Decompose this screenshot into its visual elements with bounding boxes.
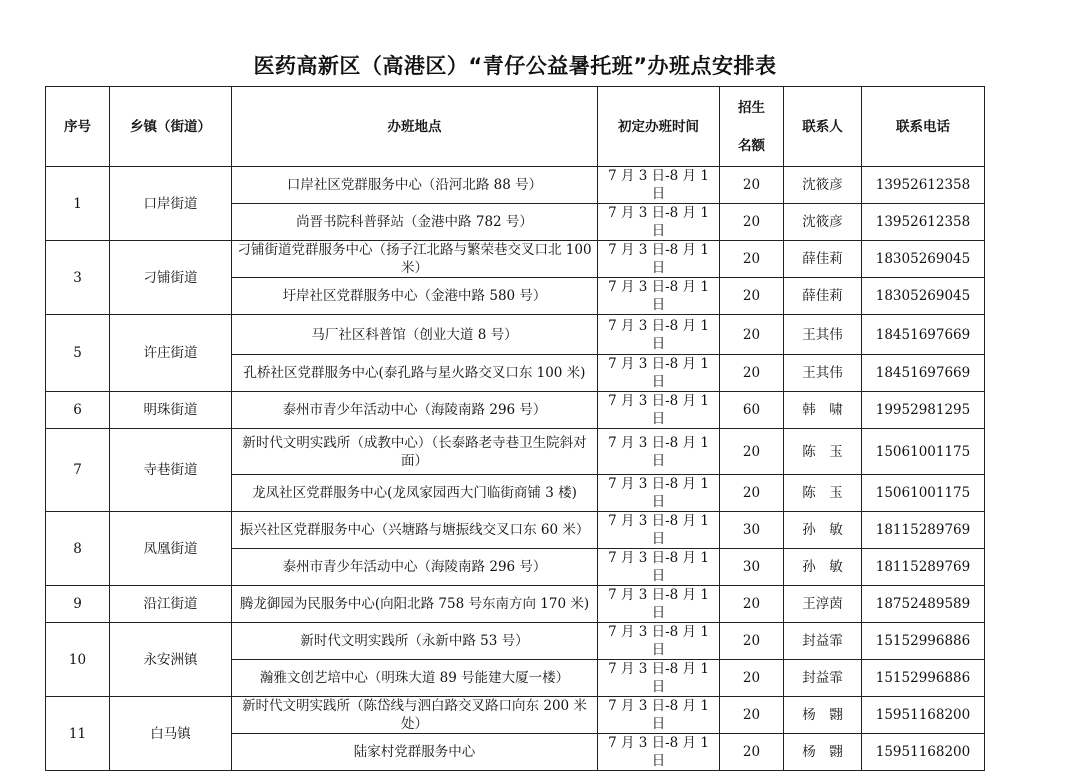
cell-location: 陆家村党群服务中心: [232, 734, 598, 771]
cell-town: 寺巷街道: [110, 429, 232, 512]
cell-quota: 20: [720, 278, 784, 315]
table-row: [46, 697, 985, 734]
cell-time: 7 月 3 日-8 月 1 日: [598, 278, 720, 315]
cell-quota: 30: [720, 549, 784, 586]
header-quota-line1: 招生: [738, 99, 765, 116]
header-phone: 联系电话: [862, 87, 985, 167]
cell-contact: 陈 玉: [784, 475, 862, 512]
cell-time: 7 月 3 日-8 月 1 日: [598, 167, 720, 204]
cell-time: 7 月 3 日-8 月 1 日: [598, 429, 720, 475]
cell-phone: 15061001175: [862, 429, 985, 475]
cell-location: 尚晋书院科普驿站（金港中路 782 号）: [232, 204, 598, 241]
cell-no: 6: [46, 392, 110, 429]
cell-town: 凤凰街道: [110, 512, 232, 586]
cell-phone: 18451697669: [862, 355, 985, 392]
cell-phone: 19952981295: [862, 392, 985, 429]
cell-location: 新时代文明实践所（永新中路 53 号）: [232, 623, 598, 660]
cell-contact: 薛佳莉: [784, 241, 862, 278]
cell-contact: 陈 玉: [784, 429, 862, 475]
cell-time: 7 月 3 日-8 月 1 日: [598, 734, 720, 771]
cell-time: 7 月 3 日-8 月 1 日: [598, 204, 720, 241]
schedule-table: [45, 86, 985, 771]
table-row: [46, 429, 985, 475]
cell-time: 7 月 3 日-8 月 1 日: [598, 586, 720, 623]
table-row: [46, 623, 985, 660]
cell-no: 1: [46, 167, 110, 241]
cell-phone: 15951168200: [862, 697, 985, 734]
cell-location: 口岸社区党群服务中心（沿河北路 88 号）: [232, 167, 598, 204]
cell-quota: 20: [720, 623, 784, 660]
cell-phone: 18115289769: [862, 549, 985, 586]
cell-phone: 18305269045: [862, 241, 985, 278]
cell-no: 3: [46, 241, 110, 315]
cell-phone: 13952612358: [862, 167, 985, 204]
cell-location: 泰州市青少年活动中心（海陵南路 296 号）: [232, 392, 598, 429]
cell-no: 8: [46, 512, 110, 586]
cell-time: 7 月 3 日-8 月 1 日: [598, 475, 720, 512]
cell-contact: 王淳茵: [784, 586, 862, 623]
cell-quota: 20: [720, 315, 784, 355]
cell-phone: 18451697669: [862, 315, 985, 355]
cell-quota: 30: [720, 512, 784, 549]
table-row: [46, 315, 985, 355]
cell-time: 7 月 3 日-8 月 1 日: [598, 241, 720, 278]
header-quota: [720, 87, 784, 167]
cell-quota: 20: [720, 429, 784, 475]
cell-phone: 13952612358: [862, 204, 985, 241]
header-location: 办班地点: [232, 87, 598, 167]
cell-phone: 15152996886: [862, 660, 985, 697]
cell-time: 7 月 3 日-8 月 1 日: [598, 623, 720, 660]
cell-town: 刁铺街道: [110, 241, 232, 315]
header-time: 初定办班时间: [598, 87, 720, 167]
table-row: [46, 392, 985, 429]
cell-quota: 20: [720, 241, 784, 278]
table-row: [46, 241, 985, 278]
cell-town: 永安洲镇: [110, 623, 232, 697]
cell-location: 圩岸社区党群服务中心（金港中路 580 号）: [232, 278, 598, 315]
cell-time: 7 月 3 日-8 月 1 日: [598, 512, 720, 549]
header-no: 序号: [46, 87, 110, 167]
cell-no: 7: [46, 429, 110, 512]
cell-town: 许庄街道: [110, 315, 232, 392]
cell-town: 沿江街道: [110, 586, 232, 623]
cell-quota: 20: [720, 475, 784, 512]
cell-location: 刁铺街道党群服务中心（扬子江北路与繁荣巷交叉口北 100 米）: [232, 241, 598, 278]
cell-quota: 20: [720, 167, 784, 204]
cell-location: 腾龙御园为民服务中心(向阳北路 758 号东南方向 170 米): [232, 586, 598, 623]
cell-contact: 王其伟: [784, 315, 862, 355]
cell-contact: 封益霏: [784, 623, 862, 660]
cell-phone: 15152996886: [862, 623, 985, 660]
cell-time: 7 月 3 日-8 月 1 日: [598, 697, 720, 734]
cell-phone: 18115289769: [862, 512, 985, 549]
table-row: [46, 586, 985, 623]
cell-quota: 20: [720, 660, 784, 697]
cell-location: 振兴社区党群服务中心（兴塘路与塘振线交叉口东 60 米）: [232, 512, 598, 549]
cell-contact: 沈筱彦: [784, 204, 862, 241]
cell-no: 11: [46, 697, 110, 771]
cell-time: 7 月 3 日-8 月 1 日: [598, 315, 720, 355]
cell-quota: 20: [720, 586, 784, 623]
cell-phone: 15951168200: [862, 734, 985, 771]
cell-contact: 封益霏: [784, 660, 862, 697]
cell-location: 马厂社区科普馆（创业大道 8 号）: [232, 315, 598, 355]
cell-town: 口岸街道: [110, 167, 232, 241]
cell-time: 7 月 3 日-8 月 1 日: [598, 392, 720, 429]
cell-time: 7 月 3 日-8 月 1 日: [598, 660, 720, 697]
cell-time: 7 月 3 日-8 月 1 日: [598, 355, 720, 392]
cell-phone: 18752489589: [862, 586, 985, 623]
table-row: [46, 512, 985, 549]
cell-quota: 20: [720, 355, 784, 392]
cell-no: 10: [46, 623, 110, 697]
cell-location: 新时代文明实践所（陈岱线与泗白路交叉路口向东 200 米处）: [232, 697, 598, 734]
cell-location: 泰州市青少年活动中心（海陵南路 296 号）: [232, 549, 598, 586]
cell-quota: 20: [720, 697, 784, 734]
cell-contact: 杨 翾: [784, 697, 862, 734]
cell-location: 龙凤社区党群服务中心(龙凤家园西大门临街商铺 3 楼): [232, 475, 598, 512]
cell-location: 新时代文明实践所（成教中心）（长泰路老寺巷卫生院斜对面）: [232, 429, 598, 475]
cell-contact: 杨 翾: [784, 734, 862, 771]
cell-phone: 15061001175: [862, 475, 985, 512]
cell-contact: 王其伟: [784, 355, 862, 392]
header-contact: 联系人: [784, 87, 862, 167]
cell-contact: 韩 啸: [784, 392, 862, 429]
cell-time: 7 月 3 日-8 月 1 日: [598, 549, 720, 586]
header-town: 乡镇（街道）: [110, 87, 232, 167]
cell-quota: 60: [720, 392, 784, 429]
cell-quota: 20: [720, 204, 784, 241]
header-quota-line2: 名额: [738, 137, 765, 154]
page-title: 医药高新区（高港区）“青仔公益暑托班”办班点安排表: [253, 54, 777, 78]
cell-phone: 18305269045: [862, 278, 985, 315]
cell-contact: 沈筱彦: [784, 167, 862, 204]
cell-location: 瀚雅文创艺培中心（明珠大道 89 号能建大厦一楼）: [232, 660, 598, 697]
cell-town: 明珠街道: [110, 392, 232, 429]
cell-contact: 薛佳莉: [784, 278, 862, 315]
table-row: [46, 167, 985, 204]
cell-contact: 孙 敏: [784, 512, 862, 549]
cell-contact: 孙 敏: [784, 549, 862, 586]
cell-town: 白马镇: [110, 697, 232, 771]
table-header-row: [46, 87, 985, 167]
cell-no: 9: [46, 586, 110, 623]
table-body: [46, 167, 985, 771]
cell-quota: 20: [720, 734, 784, 771]
cell-location: 孔桥社区党群服务中心(泰孔路与星火路交叉口东 100 米): [232, 355, 598, 392]
cell-no: 5: [46, 315, 110, 392]
